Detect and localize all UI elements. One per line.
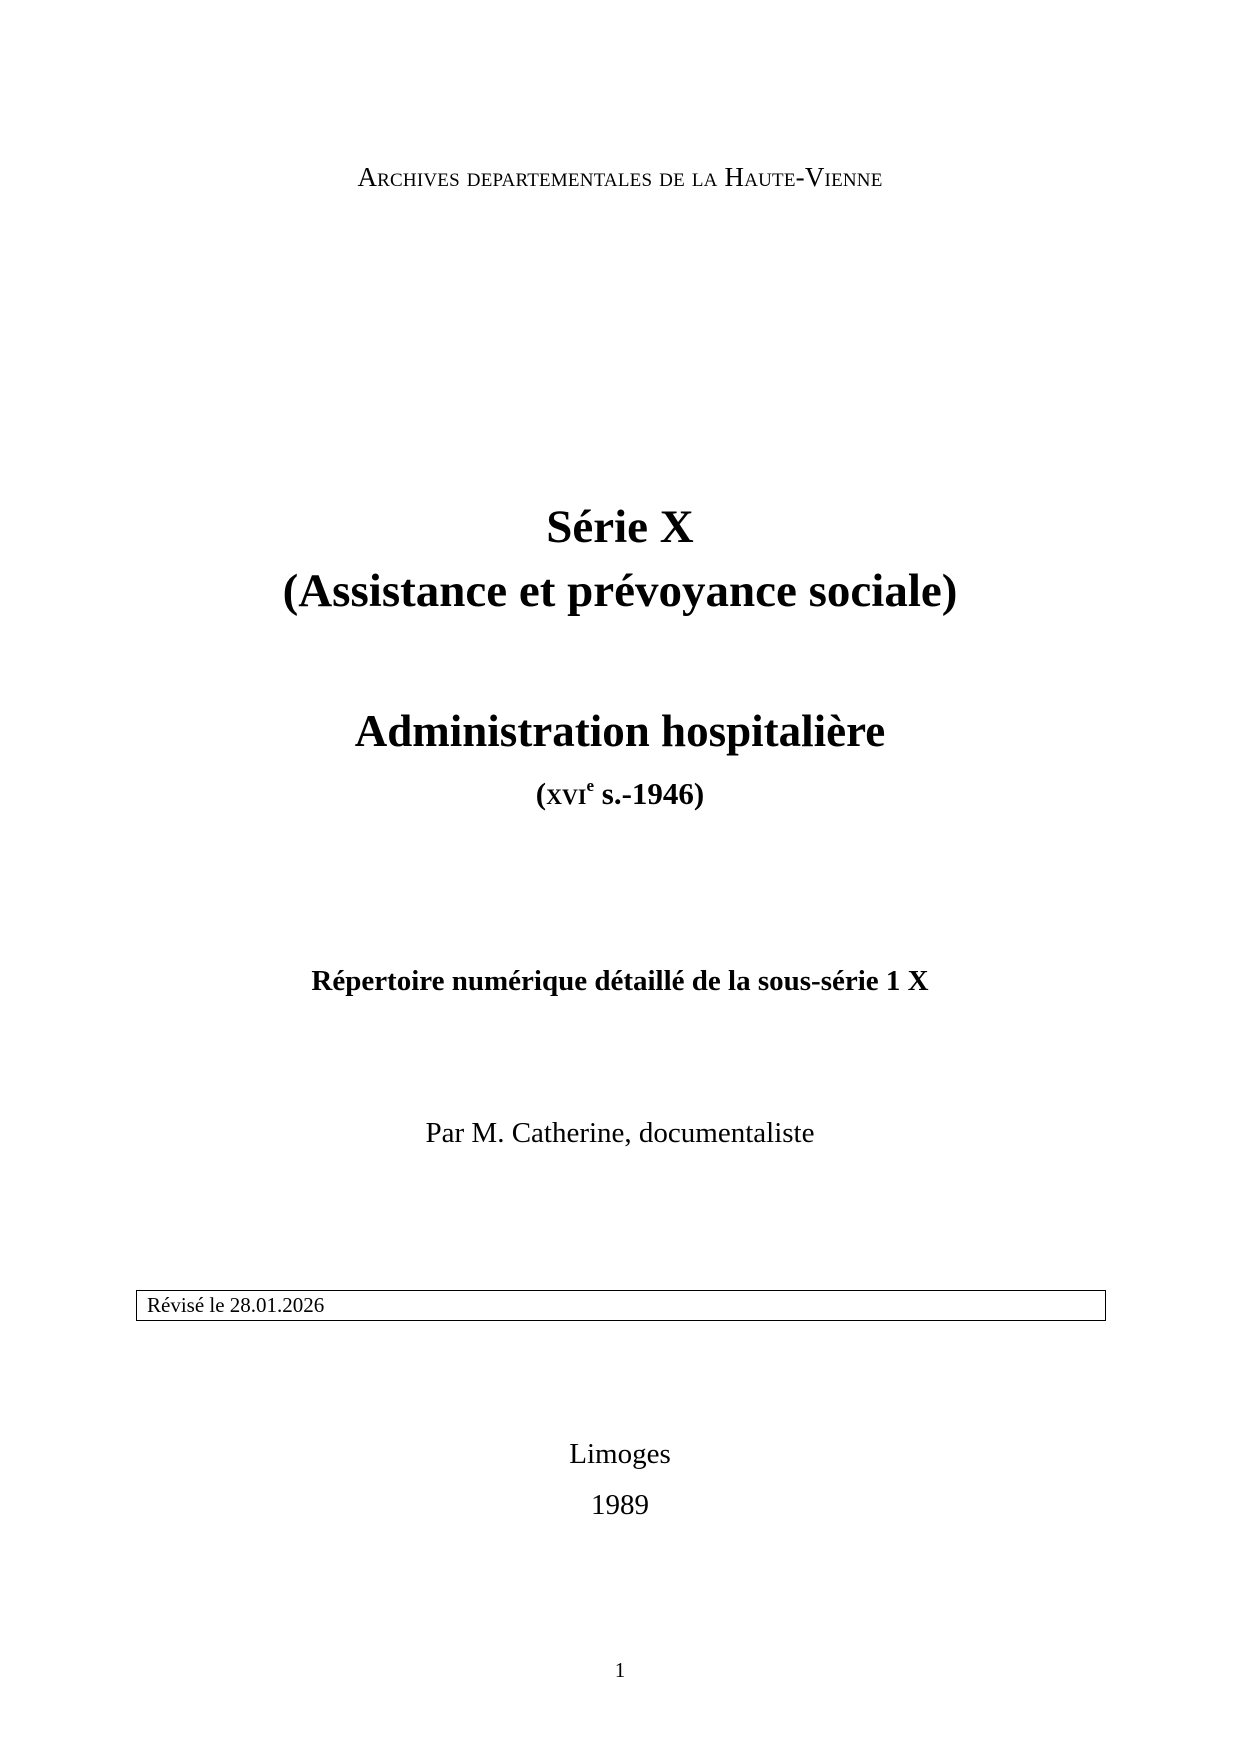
section-title: Administration hospitalière	[354, 706, 886, 756]
revision-box	[136, 1290, 1106, 1321]
author-line: Par M. Catherine, documentaliste	[425, 1117, 815, 1149]
date-range-open: (	[535, 776, 547, 811]
date-range-end: s.-1946)	[594, 776, 705, 811]
imprint-place: Limoges	[569, 1438, 671, 1470]
date-range	[0, 776, 1240, 812]
page-number: 1	[614, 1658, 626, 1682]
century-numeral: xvi	[546, 776, 587, 811]
century-superscript: e	[586, 776, 594, 795]
series-title: Série X	[546, 501, 694, 553]
revision-date: Révisé le 28.01.2026	[147, 1293, 325, 1317]
imprint-year: 1989	[591, 1489, 649, 1521]
series-subtitle: (Assistance et prévoyance sociale)	[282, 565, 958, 617]
institution-header: Archives departementales de la Haute-Vienne	[357, 162, 883, 192]
repertoire-subtitle: Répertoire numérique détaillé de la sous-série 1 X	[311, 965, 929, 997]
